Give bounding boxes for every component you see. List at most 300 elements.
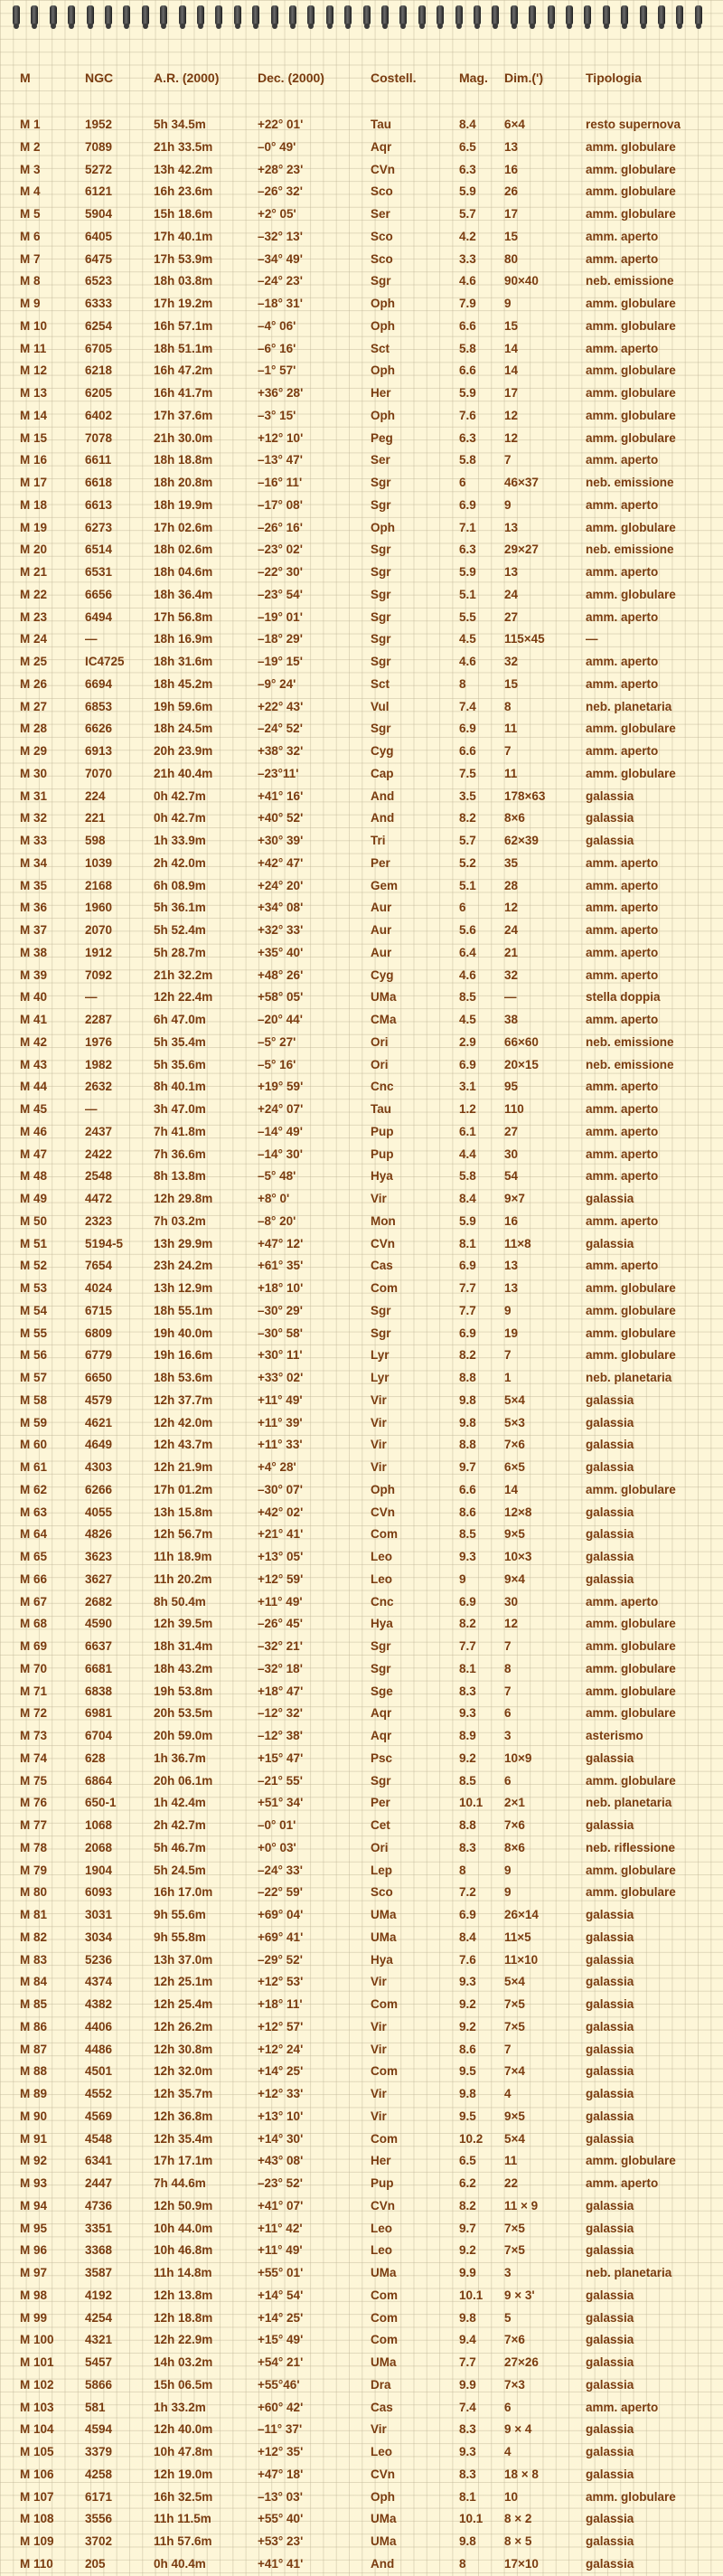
binding-ring (529, 5, 536, 25)
cell-declination: +18° 10' (258, 1281, 304, 1295)
cell-declination: –5° 27' (258, 1034, 296, 1049)
cell-constellation: CMa (371, 1013, 397, 1026)
cell-type: galassia (586, 1392, 634, 1407)
cell-messier-id: M 87 (20, 2042, 48, 2056)
cell-declination: –23° 02' (258, 543, 303, 557)
cell-messier-id: M 61 (20, 1460, 48, 1474)
cell-messier-id: M 78 (20, 1840, 48, 1854)
cell-constellation: Ori (371, 1840, 389, 1854)
cell-messier-id: M 79 (20, 1863, 48, 1877)
cell-magnitude: 8.8 (459, 1818, 476, 1832)
cell-dimension: 7×3 (504, 2377, 525, 2392)
cell-type: amm. globulare (586, 1482, 676, 1496)
table-row (0, 1165, 723, 1188)
cell-constellation: Tri (371, 834, 386, 847)
cell-dimension: 17×10 (504, 2556, 539, 2571)
cell-constellation: Tau (371, 118, 391, 131)
cell-dimension: 5×3 (504, 1415, 525, 1430)
cell-ngc: 4382 (85, 1997, 113, 2011)
cell-declination: +12° 33' (258, 2087, 304, 2100)
cell-magnitude: 8.6 (459, 2042, 476, 2056)
cell-declination: –23° 52' (258, 2176, 303, 2190)
cell-declination: +38° 32' (258, 744, 304, 758)
cell-type: — (586, 632, 598, 646)
cell-type: galassia (586, 1930, 634, 1944)
table-row (0, 1681, 723, 1703)
cell-constellation: Lyr (371, 1348, 390, 1363)
cell-dimension: 1 (504, 1371, 512, 1384)
cell-magnitude: 8.4 (459, 1930, 476, 1944)
cell-dimension: 5×4 (504, 1975, 525, 1989)
cell-right-ascension: 12h 21.9m (154, 1460, 213, 1474)
cell-declination: +19° 59' (258, 1080, 304, 1094)
cell-magnitude: 9.5 (459, 2064, 476, 2079)
cell-messier-id: M 101 (20, 2355, 54, 2369)
cell-messier-id: M 97 (20, 2266, 48, 2279)
cell-messier-id: M 4 (20, 184, 41, 199)
cell-right-ascension: 13h 12.9m (154, 1281, 213, 1295)
cell-constellation: Mon (371, 1213, 396, 1228)
cell-type: neb. emissione (586, 1057, 674, 1071)
cell-magnitude: 9.9 (459, 2377, 476, 2392)
cell-ngc: 6523 (85, 274, 113, 288)
cell-ngc: 6475 (85, 251, 113, 266)
cell-messier-id: M 110 (20, 2556, 53, 2571)
cell-magnitude: 4.6 (459, 655, 476, 668)
table-row (0, 2464, 723, 2486)
cell-ngc: 6205 (85, 386, 113, 400)
cell-right-ascension: 12h 36.8m (154, 2109, 213, 2123)
cell-dimension: 26×14 (504, 1908, 539, 1921)
cell-right-ascension: 6h 47.0m (154, 1013, 206, 1026)
cell-type: amm. globulare (586, 1885, 676, 1900)
cell-ngc: IC4725 (85, 655, 125, 668)
table-row (0, 1994, 723, 2016)
cell-magnitude: 6.6 (459, 1482, 476, 1496)
cell-magnitude: 7.7 (459, 2355, 476, 2369)
table-row (0, 249, 723, 271)
cell-type: amm. globulare (586, 1326, 676, 1340)
cell-ngc: 6093 (85, 1885, 113, 1900)
cell-magnitude: 3.3 (459, 251, 476, 266)
cell-type: galassia (586, 2221, 634, 2235)
cell-declination: +42° 02' (258, 1505, 304, 1519)
binding-ring (105, 5, 112, 25)
cell-dimension: 80 (504, 251, 519, 266)
cell-right-ascension: 17h 01.2m (154, 1482, 213, 1496)
cell-constellation: Sgr (371, 543, 391, 557)
cell-dimension: 32 (504, 967, 519, 982)
cell-constellation: Sgr (371, 587, 391, 601)
cell-messier-id: M 109 (20, 2534, 54, 2548)
cell-messier-id: M 17 (20, 476, 48, 489)
cell-constellation: Com (371, 2064, 398, 2079)
cell-type: amm. globulare (586, 520, 676, 534)
cell-ngc: 6254 (85, 318, 113, 333)
cell-declination: +11° 49' (258, 2243, 303, 2258)
table-row (0, 293, 723, 316)
cell-type: amm. aperto (586, 1124, 659, 1138)
cell-right-ascension: 12h 13.8m (154, 2288, 213, 2302)
cell-right-ascension: 16h 23.6m (154, 184, 213, 199)
cell-ngc: 2447 (85, 2176, 113, 2190)
cell-messier-id: M 30 (20, 766, 48, 780)
header-constellation: Costell. (371, 71, 417, 85)
table-row (0, 2531, 723, 2553)
cell-dimension: 22 (504, 2176, 519, 2190)
cell-messier-id: M 106 (20, 2467, 54, 2481)
cell-right-ascension: 20h 06.1m (154, 1773, 213, 1788)
cell-ngc: 6626 (85, 722, 113, 736)
cell-declination: +58° 05' (258, 990, 304, 1005)
cell-messier-id: M 29 (20, 744, 48, 758)
cell-magnitude: 4.5 (459, 632, 476, 646)
cell-dimension: 6 (504, 1773, 512, 1788)
cell-messier-id: M 16 (20, 453, 48, 467)
cell-constellation: Cyg (371, 967, 394, 982)
cell-dimension: 7×5 (504, 2221, 525, 2235)
cell-type: galassia (586, 2377, 634, 2392)
cell-constellation: Per (371, 1796, 390, 1810)
cell-ngc: 6656 (85, 587, 113, 601)
cell-dimension: 3 (504, 2266, 512, 2279)
cell-declination: +12° 53' (258, 1975, 304, 1989)
cell-ngc: 6981 (85, 1706, 113, 1721)
cell-right-ascension: 16h 41.7m (154, 386, 213, 400)
cell-right-ascension: 12h 22.4m (154, 990, 213, 1005)
cell-dimension: 7×5 (504, 2243, 525, 2258)
cell-declination: +22° 43' (258, 699, 304, 713)
cell-dimension: 11 (504, 722, 518, 736)
cell-messier-id: M 6 (20, 229, 41, 243)
cell-right-ascension: 13h 29.9m (154, 1236, 213, 1250)
cell-magnitude: 4.6 (459, 967, 476, 982)
cell-type: amm. globulare (586, 766, 676, 780)
cell-right-ascension: 14h 03.2m (154, 2355, 213, 2369)
cell-messier-id: M 22 (20, 587, 48, 601)
table-row (0, 2285, 723, 2307)
cell-ngc: 6402 (85, 408, 113, 422)
cell-magnitude: 6.9 (459, 497, 476, 512)
cell-right-ascension: 18h 45.2m (154, 676, 213, 691)
cell-constellation: Gem (371, 878, 399, 892)
cell-magnitude: 8 (459, 676, 466, 691)
cell-declination: +54° 21' (258, 2355, 304, 2369)
cell-declination: –13° 03' (258, 2489, 303, 2504)
cell-type: galassia (586, 811, 634, 826)
cell-constellation: Aqr (371, 1706, 392, 1721)
cell-magnitude: 5.7 (459, 834, 476, 847)
cell-ngc: 4192 (85, 2288, 113, 2302)
cell-ngc: 6611 (85, 453, 112, 467)
cell-declination: +69° 04' (258, 1908, 304, 1921)
cell-magnitude: 4.5 (459, 1013, 476, 1026)
cell-type: amm. aperto (586, 453, 659, 467)
cell-magnitude: 9.2 (459, 2243, 476, 2258)
cell-declination: –30° 58' (258, 1326, 303, 1340)
cell-messier-id: M 74 (20, 1750, 48, 1765)
cell-declination: –26° 32' (258, 184, 303, 199)
cell-declination: –26° 16' (258, 520, 303, 534)
cell-messier-id: M 14 (20, 408, 48, 422)
cell-messier-id: M 75 (20, 1773, 48, 1788)
cell-right-ascension: 0h 40.4m (154, 2556, 206, 2571)
table-row (0, 2150, 723, 2173)
cell-ngc: 3623 (85, 1550, 113, 1563)
binding-ring (584, 5, 591, 25)
table-row (0, 2039, 723, 2062)
cell-type: amm. aperto (586, 744, 659, 758)
cell-declination: +14° 54' (258, 2288, 304, 2302)
cell-right-ascension: 5h 34.5m (154, 118, 206, 131)
cell-right-ascension: 17h 56.8m (154, 609, 213, 624)
cell-declination: –13° 47' (258, 453, 303, 467)
cell-right-ascension: 13h 42.2m (154, 162, 213, 176)
cell-type: amm. globulare (586, 1348, 676, 1363)
cell-ngc: 6266 (85, 1482, 113, 1496)
cell-type: galassia (586, 2288, 634, 2302)
cell-constellation: Dra (371, 2377, 391, 2392)
cell-ngc: 221 (85, 811, 106, 826)
cell-ngc: 205 (85, 2556, 106, 2571)
cell-magnitude: 7.1 (459, 520, 476, 534)
cell-messier-id: M 92 (20, 2154, 48, 2168)
cell-right-ascension: 17h 40.1m (154, 229, 213, 243)
binding-ring (399, 5, 407, 25)
cell-type: amm. globulare (586, 1863, 676, 1877)
cell-ngc: 2632 (85, 1080, 113, 1094)
cell-declination: –5° 48' (258, 1169, 296, 1184)
cell-messier-id: M 49 (20, 1192, 48, 1205)
table-row (0, 1636, 723, 1658)
cell-dimension: 5×4 (504, 2131, 525, 2146)
cell-constellation: Vir (371, 1438, 387, 1452)
cell-magnitude: 7.5 (459, 766, 476, 780)
cell-type: amm. aperto (586, 655, 659, 668)
cell-type: amm. globulare (586, 408, 676, 422)
cell-right-ascension: 16h 57.1m (154, 318, 213, 333)
header-right-ascension: A.R. (2000) (154, 71, 220, 85)
cell-type: galassia (586, 1236, 634, 1250)
cell-declination: –5° 16' (258, 1057, 296, 1071)
cell-right-ascension: 12h 43.7m (154, 1438, 213, 1452)
cell-ngc: 6121 (85, 184, 113, 199)
cell-constellation: Lyr (371, 1371, 390, 1384)
table-row (0, 1211, 723, 1233)
table-row (0, 2083, 723, 2106)
cell-declination: +12° 35' (258, 2445, 304, 2458)
cell-type: amm. aperto (586, 923, 659, 937)
cell-type: galassia (586, 1975, 634, 1989)
cell-messier-id: M 10 (20, 318, 48, 333)
cell-type: neb. emissione (586, 476, 674, 489)
cell-declination: +12° 10' (258, 430, 304, 445)
cell-declination: +11° 33' (258, 1438, 303, 1452)
cell-messier-id: M 35 (20, 878, 48, 892)
cell-magnitude: 9.3 (459, 1975, 476, 1989)
cell-type: amm. aperto (586, 1013, 659, 1026)
cell-messier-id: M 36 (20, 901, 48, 915)
cell-right-ascension: 5h 52.4m (154, 923, 206, 937)
table-row (0, 1390, 723, 1412)
cell-right-ascension: 18h 03.8m (154, 274, 213, 288)
cell-dimension: 30 (504, 1594, 519, 1609)
cell-constellation: Sge (371, 1684, 393, 1698)
cell-right-ascension: 21h 40.4m (154, 766, 213, 780)
cell-type: neb. emissione (586, 274, 674, 288)
cell-constellation: Com (371, 1997, 398, 2011)
cell-right-ascension: 2h 42.7m (154, 1818, 206, 1832)
cell-magnitude: 8.2 (459, 811, 476, 826)
cell-messier-id: M 31 (20, 788, 48, 803)
table-row (0, 1591, 723, 1614)
cell-declination: +12° 59' (258, 1571, 304, 1586)
cell-type: amm. aperto (586, 565, 659, 579)
cell-dimension: 4 (504, 2445, 512, 2458)
table-row (0, 786, 723, 808)
cell-declination: –32° 21' (258, 1639, 303, 1653)
table-row (0, 1927, 723, 1949)
cell-constellation: And (371, 2556, 395, 2571)
cell-dimension: 46×37 (504, 476, 539, 489)
cell-magnitude: 5.6 (459, 923, 476, 937)
cell-ngc: 1952 (85, 118, 113, 131)
cell-right-ascension: 1h 33.9m (154, 834, 206, 847)
cell-constellation: CVn (371, 1505, 395, 1519)
cell-constellation: Oph (371, 297, 395, 310)
cell-type: galassia (586, 2422, 634, 2437)
cell-right-ascension: 11h 11.5m (154, 2512, 211, 2526)
cell-messier-id: M 20 (20, 543, 48, 557)
cell-magnitude: 4.6 (459, 274, 476, 288)
cell-constellation: Sgr (371, 1661, 391, 1675)
table-row (0, 1613, 723, 1636)
cell-messier-id: M 63 (20, 1505, 48, 1519)
table-row (0, 741, 723, 763)
cell-constellation: Pup (371, 1124, 394, 1138)
cell-type: neb. emissione (586, 543, 674, 557)
cell-constellation: Com (371, 2310, 398, 2325)
cell-declination: +30° 39' (258, 834, 304, 847)
cell-dimension: 9×7 (504, 1192, 525, 1205)
cell-messier-id: M 39 (20, 967, 48, 982)
cell-declination: +0° 03' (258, 1840, 296, 1854)
cell-declination: +43° 08' (258, 2154, 304, 2168)
cell-magnitude: 5.1 (459, 878, 476, 892)
binding-ring (271, 5, 278, 25)
cell-type: amm. globulare (586, 1706, 676, 1721)
cell-right-ascension: 12h 35.7m (154, 2087, 213, 2100)
cell-type: amm. aperto (586, 676, 659, 691)
cell-ngc: 6694 (85, 676, 113, 691)
cell-magnitude: 5.2 (459, 855, 476, 870)
cell-magnitude: 8.9 (459, 1729, 476, 1742)
cell-constellation: And (371, 811, 395, 826)
cell-constellation: Vul (371, 699, 390, 713)
table-row (0, 1860, 723, 1882)
cell-dimension: 90×40 (504, 274, 539, 288)
cell-magnitude: 5.5 (459, 609, 476, 624)
cell-right-ascension: 12h 29.8m (154, 1192, 213, 1205)
cell-dimension: 8×6 (504, 811, 525, 826)
cell-type: amm. aperto (586, 1102, 659, 1116)
cell-ngc: 6341 (85, 2154, 113, 2168)
table-row (0, 1412, 723, 1435)
cell-type: galassia (586, 1550, 634, 1563)
cell-magnitude: 6.2 (459, 2176, 476, 2190)
cell-declination: –30° 29' (258, 1303, 303, 1317)
cell-magnitude: 6.3 (459, 543, 476, 557)
cell-type: amm. globulare (586, 297, 676, 310)
cell-magnitude: 9.2 (459, 2019, 476, 2033)
cell-dimension: 7 (504, 453, 512, 467)
cell-dimension: 15 (504, 676, 519, 691)
cell-dimension: 15 (504, 229, 519, 243)
cell-ngc: 6333 (85, 297, 113, 310)
cell-messier-id: M 2 (20, 139, 41, 154)
cell-magnitude: 8.6 (459, 1505, 476, 1519)
table-row (0, 1144, 723, 1166)
cell-declination: +55°46' (258, 2377, 300, 2392)
cell-magnitude: 9.4 (459, 2333, 476, 2347)
cell-type: neb. planetaria (586, 2266, 672, 2279)
cell-type: amm. aperto (586, 2176, 659, 2190)
cell-messier-id: M 86 (20, 2019, 48, 2033)
cell-magnitude: 9.8 (459, 1392, 476, 1407)
table-row (0, 1032, 723, 1054)
binding-ring (381, 5, 389, 25)
cell-dimension: 8×6 (504, 1840, 525, 1854)
table-row (0, 159, 723, 182)
cell-right-ascension: 8h 13.8m (154, 1169, 206, 1184)
cell-dimension: 27 (504, 609, 519, 624)
cell-right-ascension: 11h 20.2m (154, 1571, 212, 1586)
cell-messier-id: M 27 (20, 699, 48, 713)
cell-type: amm. globulare (586, 162, 676, 176)
binding-ring (344, 5, 352, 25)
table-row (0, 1971, 723, 1994)
cell-messier-id: M 76 (20, 1796, 48, 1810)
binding-ring (307, 5, 315, 25)
cell-dimension: 13 (504, 1259, 519, 1273)
cell-type: galassia (586, 2087, 634, 2100)
cell-ngc: — (85, 632, 98, 646)
cell-constellation: Sgr (371, 655, 391, 668)
table-row (0, 1904, 723, 1927)
cell-declination: +55° 01' (258, 2266, 304, 2279)
cell-right-ascension: 11h 18.9m (154, 1550, 212, 1563)
cell-ngc: 5866 (85, 2377, 113, 2392)
cell-type: galassia (586, 1908, 634, 1921)
cell-type: galassia (586, 1750, 634, 1765)
binding-ring (197, 5, 204, 25)
cell-ngc: 3031 (85, 1908, 113, 1921)
cell-type: asterismo (586, 1729, 643, 1742)
cell-constellation: Aur (371, 923, 392, 937)
cell-ngc: 6405 (85, 229, 113, 243)
cell-declination: +4° 28' (258, 1460, 296, 1474)
table-row (0, 853, 723, 875)
table-row (0, 1546, 723, 1569)
cell-constellation: UMa (371, 1930, 397, 1944)
cell-declination: +13° 10' (258, 2109, 304, 2123)
cell-messier-id: M 88 (20, 2064, 48, 2079)
cell-dimension: 7 (504, 744, 512, 758)
table-row (0, 2240, 723, 2262)
cell-constellation: Oph (371, 2489, 395, 2504)
cell-constellation: Sgr (371, 1326, 391, 1340)
cell-right-ascension: 16h 17.0m (154, 1885, 213, 1900)
